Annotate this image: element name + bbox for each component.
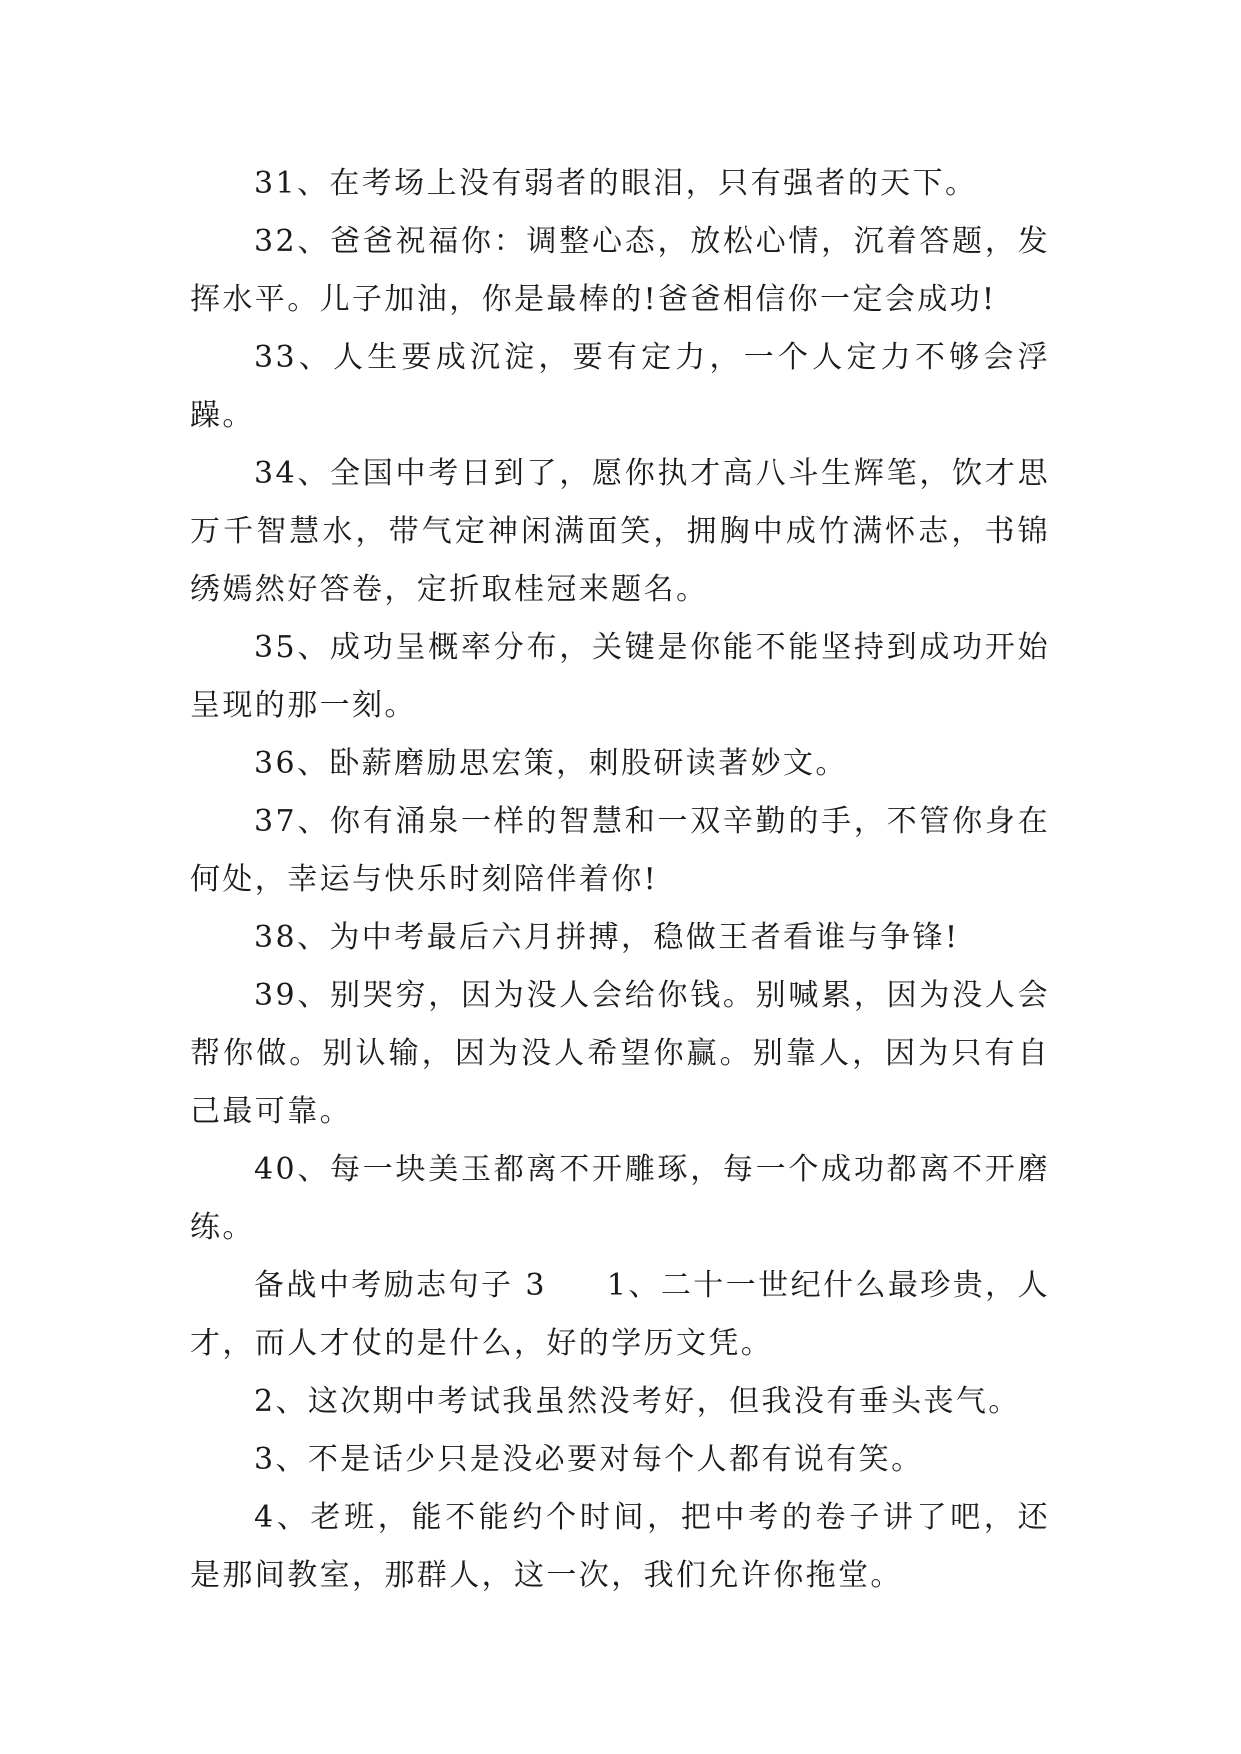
paragraph-33: 33、人生要成沉淀，要有定力，一个人定力不够会浮躁。 — [190, 340, 1050, 433]
paragraph-34: 34、全国中考日到了，愿你执才高八斗生辉笔，饮才思万千智慧水，带气定神闲满面笑，拥胸中成竹满怀志，书锦绣嫣然好答卷，定折取桂冠来题名。 — [190, 456, 1050, 607]
section-heading-paragraph — [190, 1257, 1050, 1373]
paragraph-35: 35、成功呈概率分布，关键是你能不能坚持到成功开始呈现的那一刻。 — [190, 630, 1050, 723]
paragraph-31: 31、在考场上没有弱者的眼泪，只有强者的天下。 — [254, 166, 978, 201]
paragraph-38: 38、为中考最后六月拼搏，稳做王者看谁与争锋! — [254, 920, 960, 955]
paragraph-36: 36、卧薪磨励思宏策，刺股研读著妙文。 — [254, 746, 848, 781]
document-body — [190, 155, 1050, 1605]
paragraph-40: 40、每一块美玉都离不开雕琢，每一个成功都离不开磨练。 — [190, 1152, 1050, 1245]
paragraph-2: 2、这次期中考试我虽然没考好，但我没有垂头丧气。 — [254, 1384, 1021, 1419]
section-first-item: 1、二十一世纪什么最珍贵，人才，而人才仗的是什么，好的学历文凭。 — [190, 1268, 1050, 1361]
section-title: 备战中考励志句子 3 — [254, 1268, 547, 1303]
paragraph-32: 32、爸爸祝福你：调整心态，放松心情，沉着答题，发挥水平。儿子加油，你是最棒的!爸爸相信你一定会成功! — [190, 224, 1050, 317]
paragraph-3: 3、不是话少只是没必要对每个人都有说有笑。 — [254, 1442, 924, 1477]
paragraph-37: 37、你有涌泉一样的智慧和一双辛勤的手，不管你身在何处，幸运与快乐时刻陪伴着你! — [190, 804, 1050, 897]
paragraph-39: 39、别哭穷，因为没人会给你钱。别喊累，因为没人会帮你做。别认输，因为没人希望你赢。别靠人，因为只有自己最可靠。 — [190, 978, 1050, 1129]
paragraph-4: 4、老班，能不能约个时间，把中考的卷子讲了吧，还是那间教室，那群人，这一次，我们允许你拖堂。 — [190, 1500, 1050, 1593]
